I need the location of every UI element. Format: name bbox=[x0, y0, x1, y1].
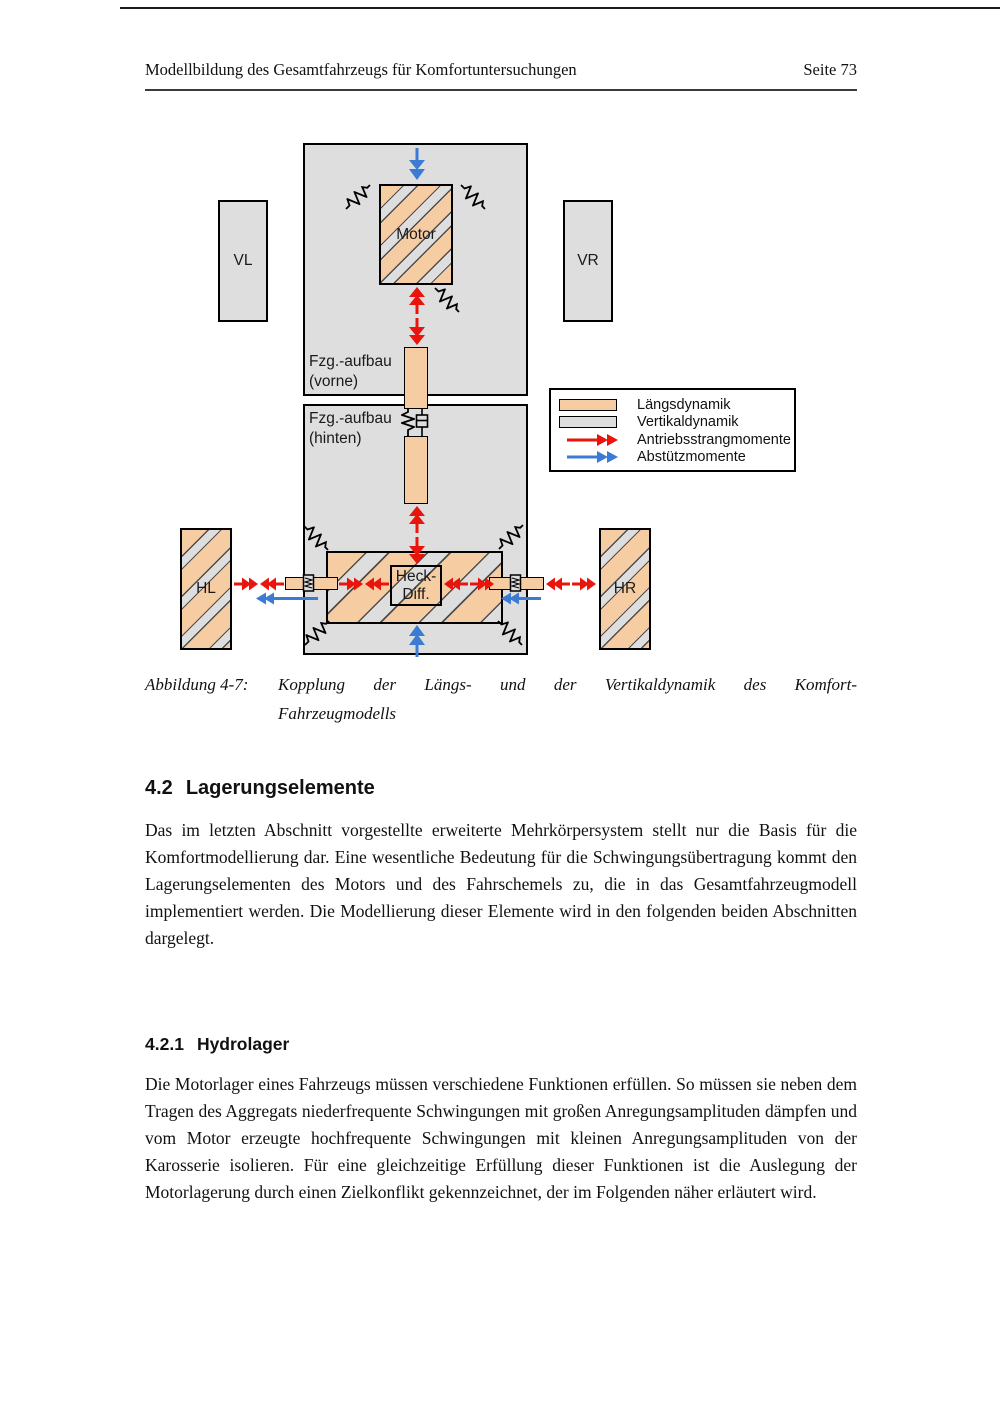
section-title: Lagerungselemente bbox=[185, 777, 375, 799]
figure-4-7 bbox=[0, 0, 1000, 670]
legend-label: Abstützmomente bbox=[637, 449, 746, 466]
support-moment-up-arrow bbox=[409, 625, 425, 657]
rear-diff-label-line1: Heck- bbox=[395, 567, 437, 585]
front-right-wheel-box bbox=[563, 200, 613, 322]
drive-moment-horizontal-arrows bbox=[444, 577, 494, 591]
rear-right-wheel-box bbox=[599, 528, 651, 650]
rear-right-wheel-label: HR bbox=[613, 580, 637, 597]
driveshaft-lower bbox=[404, 436, 428, 504]
driveshaft-upper bbox=[404, 347, 428, 409]
section-number: 4.2.1 bbox=[145, 1034, 184, 1054]
blue-double-arrow-icon bbox=[567, 451, 621, 463]
legend-item-vertikaldynamik bbox=[559, 414, 786, 432]
body-rear-label: Fzg.-aufbau (hinten) bbox=[309, 410, 392, 447]
body-front-label: Fzg.-aufbau (vorne) bbox=[309, 353, 392, 390]
caption-line2: Fahrzeugmodells bbox=[278, 704, 397, 723]
section-4-2-1-paragraph: Die Motorlager eines Fahrzeugs müssen verschiedene Funktionen erfüllen. So müssen sie neben dem Tragen des Aggregats niederfrequente Schwingungen mit großen Anregungsamplituden dämpfen und vom Motor erzeugte hochfrequente Schwingungen mit kleinen Anregungsamplituden von der Karosserie isolieren. Für eine gleichzeitige Erfüllung dieser Funktionen ist die Auslegung der Motorlagerung durch einen Zielkonflikt gekennzeichnet, der im Folgenden näher erläutert wird. bbox=[145, 1074, 857, 1202]
figure-caption bbox=[145, 670, 857, 728]
section-heading-4-2 bbox=[145, 777, 375, 800]
legend-label: Längsdynamik bbox=[637, 396, 731, 413]
caption-line1: Kopplung der Längs- und der Vertikaldynamik des Komfort- bbox=[278, 675, 857, 694]
caption-number: Abbildung 4-7: bbox=[145, 675, 249, 694]
section-title: Hydrolager bbox=[196, 1034, 290, 1054]
joint-icon bbox=[509, 572, 522, 594]
legend-item-antriebsstrangmomente bbox=[559, 431, 791, 449]
longitudinal-swatch bbox=[559, 399, 617, 411]
figure-legend bbox=[549, 388, 796, 472]
drive-moment-horizontal-arrows bbox=[234, 577, 284, 591]
section-heading-4-2-1 bbox=[145, 1034, 289, 1055]
motor-box bbox=[379, 184, 453, 285]
red-double-arrow-icon bbox=[567, 434, 621, 446]
legend-item-laengsdynamik bbox=[559, 396, 786, 414]
section-number: 4.2 bbox=[145, 777, 173, 799]
front-left-wheel-label: VL bbox=[233, 252, 253, 269]
legend-item-abstuetzmomente bbox=[559, 449, 786, 467]
motor-label: Motor bbox=[396, 225, 436, 243]
damper-icon bbox=[414, 409, 430, 436]
spring-icon bbox=[401, 409, 415, 436]
drive-moment-vertical-arrows bbox=[409, 287, 425, 345]
drive-moment-horizontal-arrows bbox=[339, 577, 389, 591]
drive-moment-vertical-arrows bbox=[409, 506, 425, 564]
front-left-wheel-box bbox=[218, 200, 268, 322]
section-4-2-paragraph: Das im letzten Abschnitt vorgestellte erweiterte Mehrkörpersystem stellt nur die Basis für die Komfortmodellierung dar. Eine wesentliche Bedeutung für die Schwingungsübertragung kommt den Lagerungselementen des Motors und des Fahrschemels zu, die in das Gesamtfahrzeugmodell implementiert werden. Die Modellierung dieser Elemente wird in den folgenden beiden Abschnitten dargelegt. bbox=[145, 820, 857, 948]
rear-diff-label-line2: Diff. bbox=[402, 585, 430, 603]
page-number: Seite 73 bbox=[803, 60, 857, 79]
joint-icon bbox=[302, 572, 315, 594]
front-right-wheel-label: VR bbox=[577, 252, 599, 269]
running-title: Modellbildung des Gesamtfahrzeugs für Komfortuntersuchungen bbox=[145, 60, 577, 79]
support-moment-down-arrow bbox=[409, 148, 425, 182]
rear-left-wheel-box bbox=[180, 528, 232, 650]
vertical-swatch bbox=[559, 416, 617, 428]
rear-left-wheel-label: HL bbox=[196, 580, 216, 597]
rear-diff-box bbox=[390, 565, 442, 606]
legend-label: Antriebsstrangmomente bbox=[637, 431, 791, 448]
drive-moment-horizontal-arrows bbox=[546, 577, 596, 591]
legend-label: Vertikaldynamik bbox=[637, 414, 739, 431]
